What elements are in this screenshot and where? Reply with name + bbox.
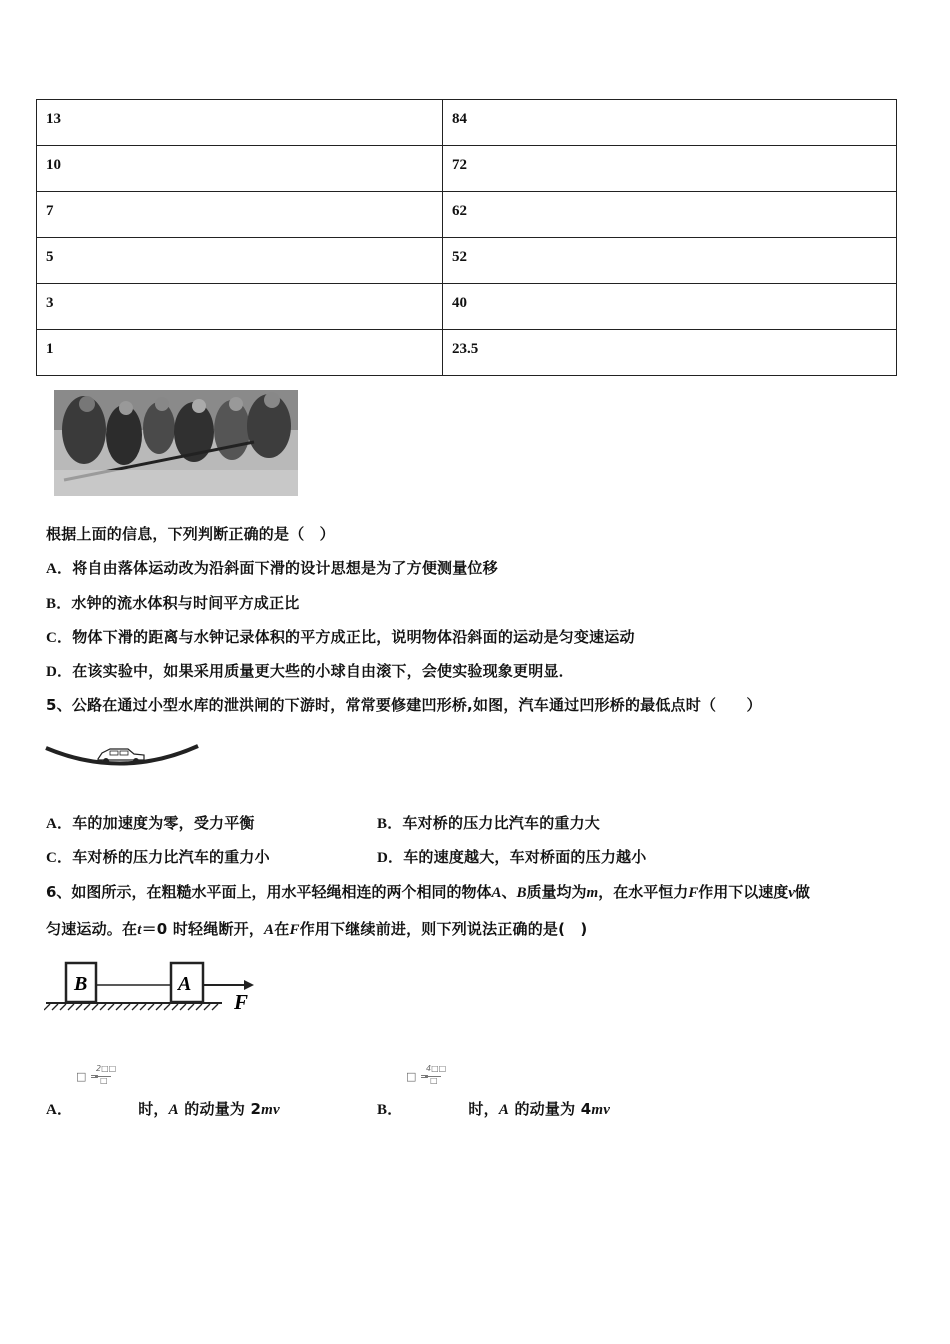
block-a-label: A xyxy=(178,973,192,995)
q5-stem: 5、公路在通过小型水库的泄洪闸的下游时，常常要修建凹形桥,如图，汽车通过凹形桥的最低点时（ ） xyxy=(46,696,762,714)
q4-option-a[interactable]: A．将自由落体运动改为沿斜面下滑的设计思想是为了方便测量位移 xyxy=(46,559,498,577)
q5-option-c[interactable]: C．车对桥的压力比汽车的重力小 xyxy=(46,848,270,866)
table-cell: 7 xyxy=(37,192,443,238)
q4-option-c[interactable]: C．物体下滑的距离与水钟记录体积的平方成正比，说明物体沿斜面的运动是匀变速运动 xyxy=(46,628,635,646)
table-cell: 13 xyxy=(37,100,443,146)
q6-stem: 6、如图所示，在粗糙水平面上，用水平轻绳相连的两个相同的物体A、B质量均为m，在水平恒力F作用下以速度v做 xyxy=(46,883,810,901)
table-row xyxy=(37,192,897,238)
force-label: F xyxy=(234,990,249,1014)
table-cell: 52 xyxy=(443,238,897,284)
q4-stem: 根据上面的信息，下列判断正确的是（ ） xyxy=(46,525,335,543)
blocks-figure xyxy=(44,955,260,1017)
table-cell: 23.5 xyxy=(443,330,897,376)
block-b-label: B xyxy=(74,973,88,995)
q5-option-b[interactable]: B．车对桥的压力比汽车的重力大 xyxy=(377,814,601,832)
q6-option-a[interactable]: A． 时，A 的动量为 2mv xyxy=(46,1100,280,1118)
table-cell: 10 xyxy=(37,146,443,192)
concave-bridge-figure xyxy=(44,742,200,770)
q6-option-b[interactable]: B． 时，A 的动量为 4mv xyxy=(377,1100,611,1118)
table-row xyxy=(37,330,897,376)
table-row xyxy=(37,238,897,284)
table-cell: 1 xyxy=(37,330,443,376)
q4-option-b[interactable]: B．水钟的流水体积与时间平方成正比 xyxy=(46,594,300,612)
table-cell: 5 xyxy=(37,238,443,284)
q6-option-a-formula: □ = 2□□ □ xyxy=(76,1064,117,1085)
q5-option-d[interactable]: D．车的速度越大，车对桥面的压力越小 xyxy=(377,848,647,866)
table-cell: 62 xyxy=(443,192,897,238)
arrow-head-icon xyxy=(244,980,254,990)
q5-option-a[interactable]: A．车的加速度为零，受力平衡 xyxy=(46,814,255,832)
q4-option-d[interactable]: D．在该实验中，如果采用质量更大些的小球自由滚下，会使实验现象更明显． xyxy=(46,662,574,680)
table-cell: 84 xyxy=(443,100,897,146)
q6-stem-line2: 匀速运动。在t＝0 时轻绳断开，A在F作用下继续前进，则下列说法正确的是( ) xyxy=(46,920,588,938)
historical-photo xyxy=(54,390,298,496)
table-row xyxy=(37,284,897,330)
table-cell: 3 xyxy=(37,284,443,330)
table-cell: 72 xyxy=(443,146,897,192)
q6-option-b-formula: □ = 4□□ □ xyxy=(406,1064,447,1085)
table-row xyxy=(37,146,897,192)
data-table xyxy=(36,99,897,376)
table-row xyxy=(37,100,897,146)
table-cell: 40 xyxy=(443,284,897,330)
